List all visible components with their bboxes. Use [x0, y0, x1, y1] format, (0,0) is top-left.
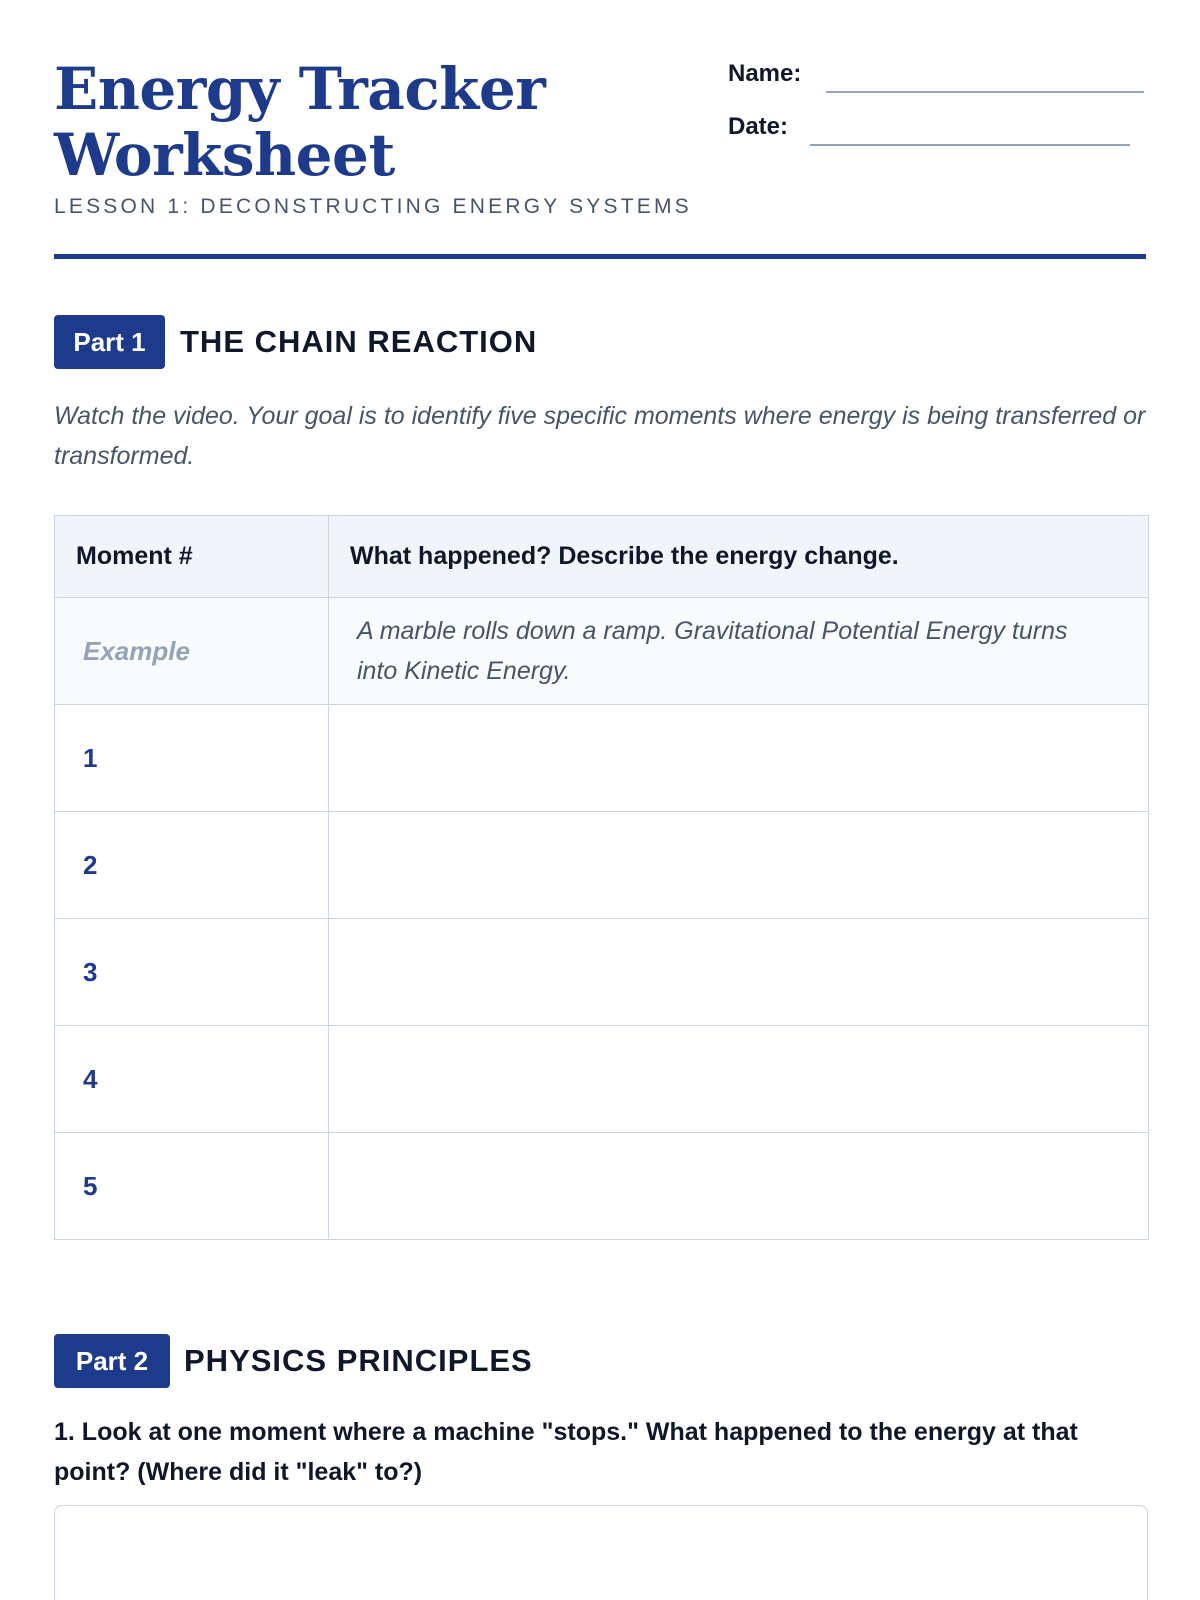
question-1: 1. Look at one moment where a machine "stops." What happened to the energy at that point? (Where did it "leak" to?) — [54, 1418, 1078, 1486]
title-line-1: Energy Tracker — [54, 55, 546, 123]
part1-badge: Part 1 — [54, 315, 165, 369]
worksheet-title — [54, 56, 694, 188]
question-1-answer-box[interactable] — [54, 1505, 1148, 1600]
worksheet-header — [54, 56, 1146, 258]
table-row — [55, 919, 1149, 1026]
example-label: Example — [83, 635, 190, 666]
date-field[interactable] — [810, 144, 1130, 146]
lesson-subtitle: LESSON 1: DECONSTRUCTING ENERGY SYSTEMS — [54, 195, 692, 218]
table-row — [55, 1026, 1149, 1133]
name-field[interactable] — [826, 91, 1144, 93]
part2-heading — [54, 1334, 654, 1388]
moment-answer-cell[interactable] — [329, 1026, 1149, 1133]
example-row — [55, 598, 1149, 705]
column-header-description: What happened? Describe the energy change. — [329, 516, 1149, 598]
date-row — [728, 109, 1146, 149]
name-row — [728, 56, 1146, 96]
moment-answer-cell[interactable] — [329, 1133, 1149, 1240]
column-header-moment: Moment # — [55, 516, 329, 598]
moment-number: 4 — [83, 1063, 98, 1094]
example-text: A marble rolls down a ramp. Gravitational Potential Energy turns into Kinetic Energy. — [357, 617, 1068, 685]
table-row — [55, 812, 1149, 919]
date-label: Date: — [728, 113, 789, 140]
table-row — [55, 1133, 1149, 1240]
table-row — [55, 705, 1149, 812]
part2-badge: Part 2 — [54, 1334, 170, 1388]
moment-answer-cell[interactable] — [329, 812, 1149, 919]
moment-number: 1 — [83, 742, 98, 773]
moment-number: 2 — [83, 849, 98, 880]
part2-title: PHYSICS PRINCIPLES — [184, 1343, 533, 1378]
name-label: Name: — [728, 60, 802, 87]
moment-answer-cell[interactable] — [329, 705, 1149, 812]
part1-instructions: Watch the video. Your goal is to identify five specific moments where energy is being transferred or transformed. — [54, 402, 1146, 470]
header-divider — [54, 254, 1146, 259]
part1-heading — [54, 315, 654, 369]
moments-table — [54, 515, 1149, 1240]
moment-number: 3 — [83, 956, 98, 987]
table-header-row — [55, 516, 1149, 598]
part1-title: THE CHAIN REACTION — [180, 324, 538, 359]
moment-number: 5 — [83, 1170, 98, 1201]
title-line-2: Worksheet — [54, 121, 395, 189]
moment-answer-cell[interactable] — [329, 919, 1149, 1026]
